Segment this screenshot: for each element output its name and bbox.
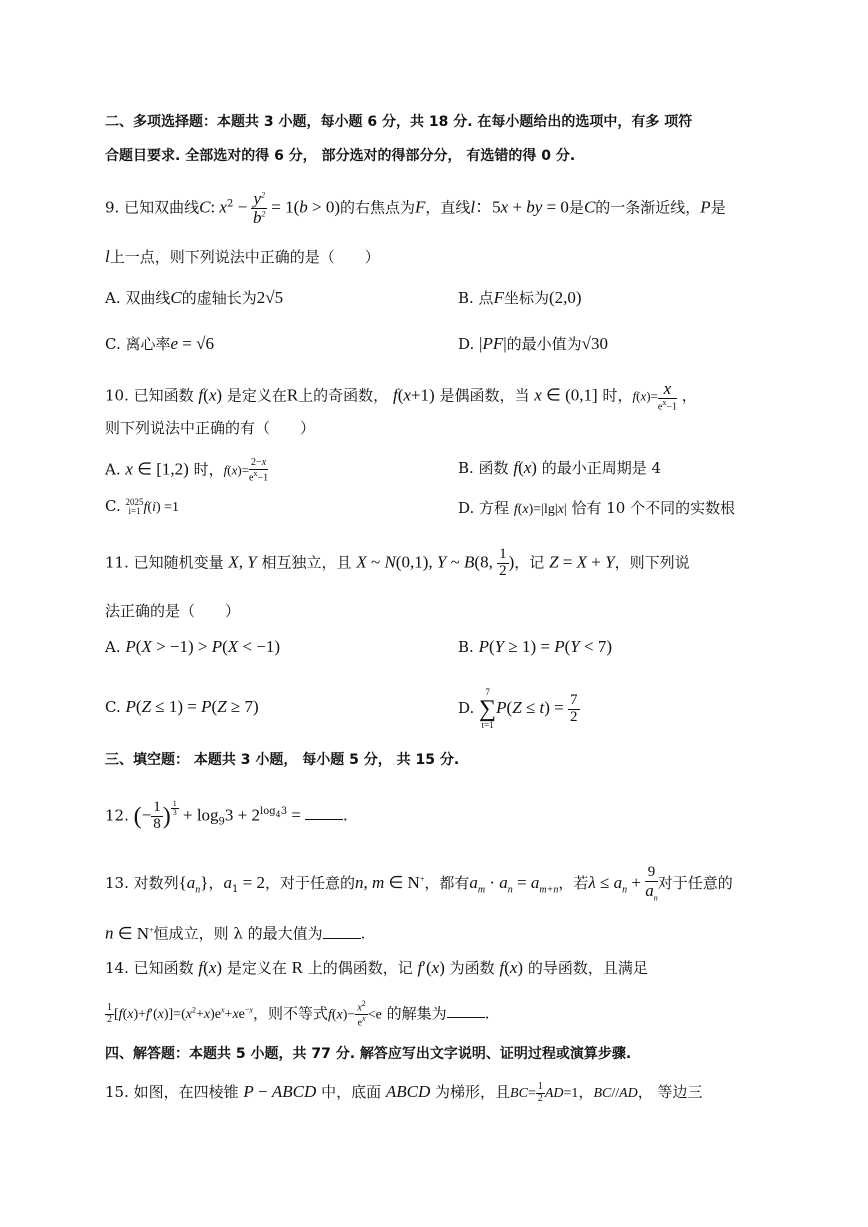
section-4-header: 四、解答题：本题共 5 小题，共 77 分. 解答应写出文字说明、证明过程或演算步骤. xyxy=(105,1046,632,1062)
question-10-option-b: B. 函数 f(x) 的最小正周期是 4 xyxy=(458,458,662,477)
question-11-option-d: D. 7 ∑ t=1 P(Z ≤ t) = $\frac{7}{2}$ xyxy=(458,687,578,730)
question-11-option-b: B. P(Y ≥ 1) = P(Y < 7) xyxy=(458,637,612,656)
question-9-stem-line2: l上一点，则下列说法中正确的是（ ） xyxy=(105,247,380,266)
question-9-option-d: D. |PF|的最小值为√30 xyxy=(458,334,608,353)
question-11-stem-line2: 法正确的是（ ） xyxy=(105,602,241,620)
question-11-option-a: A. P(X > −1) > P(X < −1) xyxy=(105,637,281,656)
section-3-header: 三、填空题： 本题共 3 小题， 每小题 5 分， 共 15 分. xyxy=(105,752,460,768)
question-14-stem-line2: $\frac{1}{2}$ $[f(x)+f'(x)]=(x^2+x)e^x+xe^{-x}$，则不等式f(x)− $\frac{x^2}{e^x}$ <e 的解集为 . xyxy=(107,999,490,1029)
section-2-header-line1: 二、多项选择题：本题共 3 小题，每小题 6 分，共 18 分. 在每小题给出的选项中，有多 项符 xyxy=(105,114,693,130)
question-11-stem: 11. 已知随机变量 X, Y 相互独立，且 X ~ N(0,1), Y ~ B(8, $\frac{1}{2}$ )，记 Z = X + Y，则下列说 xyxy=(105,546,690,579)
section-2-header-line2: 合题目要求. 全部选对的得 6 分， 部分选对的得部分分， 有选错的得 0 分. xyxy=(105,148,576,164)
question-13-stem: 13. 对数列$\{a_n\}$，$a_1 = 2$，对于任意的n, m ∈ N+，都有$a_m \cdot a_n = a_{m+n}$，若$\lambda \le a_n$ + $\frac{9}{a_n}$ 对于任意的 xyxy=(105,864,733,903)
question-14-stem: 14. 已知函数 f(x) 是定义在 R 上的偶函数，记 f′(x) 为函数 f(x) 的导函数，且满足 xyxy=(105,958,648,977)
question-10-stem: 10. 已知函数 f(x) 是定义在R上的奇函数， f(x+1) 是偶函数，当 x ∈ (0,1] 时，f(x)= $\frac{x}{e^x-1}$ ， xyxy=(105,379,697,413)
question-10-option-d: D. 方程 f(x)=|lg|x| 恰有 10 个不同的实数根 xyxy=(458,499,736,517)
question-10-option-c: C. 2025 i=1 f(i) =1 xyxy=(105,497,180,516)
question-15-stem: 15. 如图，在四棱锥 P − ABCD 中，底面 ABCD 为梯形，且BC= $\frac{1}{2}$ AD=1，BC//AD， 等边三 xyxy=(105,1081,703,1104)
question-9-option-a: A. 双曲线C的虚轴长为2√5 xyxy=(105,288,284,307)
question-13-stem-line2: n ∈ N+恒成立，则 λ 的最大值为 . xyxy=(105,923,366,943)
question-10-stem-line2: 则下列说法中正确的有（ ） xyxy=(105,419,316,437)
question-9-option-b: B. 点F坐标为(2,0) xyxy=(458,288,582,307)
answer-blank xyxy=(447,1005,485,1018)
question-10-option-a: A. x ∈ [1,2) 时，f(x)= $\frac{2-x}{e^x-1}$ xyxy=(105,457,269,483)
answer-blank xyxy=(305,807,343,820)
question-9-stem: 9. 已知双曲线C: $x^2$ − $\frac{y^2}{b^2}$ = 1(b > 0)的右焦点为F，直线l：5x + by = 0是C的一条渐近线，P是 xyxy=(105,189,726,227)
question-11-option-c: C. P(Z ≤ 1) = P(Z ≥ 7) xyxy=(105,697,259,716)
question-9-option-c: C. 离心率e = √6 xyxy=(105,334,214,353)
question-12: 12. (− $\frac{1}{8}$ ) $^{\frac{1}{3}}$ + $\log_93 + 2^{log_43}$ = . xyxy=(105,799,348,832)
answer-blank xyxy=(323,926,361,939)
